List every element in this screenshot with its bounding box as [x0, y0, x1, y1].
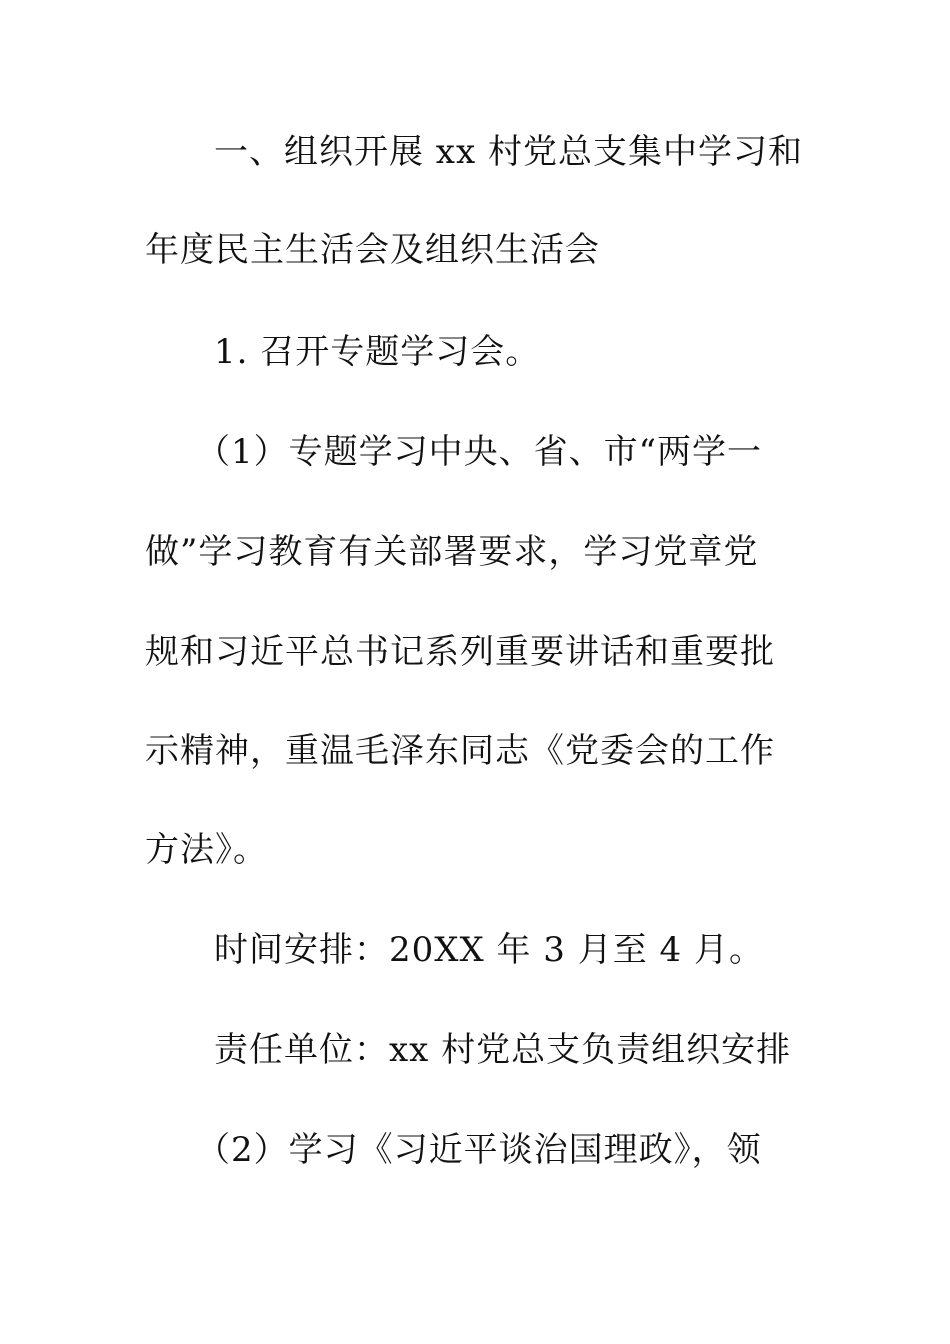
paragraph-line-3: 规和习近平总书记系列重要讲话和重要批 — [145, 632, 775, 672]
section-heading-line-1: 一、组织开展 xx 村党总支集中学习和 — [214, 132, 803, 172]
paragraph-line-5: 方法》。 — [145, 830, 268, 870]
section-heading-line-2: 年度民主生活会及组织生活会 — [145, 230, 600, 270]
subsection-heading: 1. 召开专题学习会。 — [214, 332, 541, 372]
paragraph-line-4: 示精神，重温毛泽东同志《党委会的工作 — [145, 731, 775, 771]
paragraph-line-1: （1）专题学习中央、省、市“两学一 — [196, 432, 763, 472]
responsible-unit-line: 责任单位：xx 村党总支负责组织安排 — [214, 1030, 792, 1070]
paragraph-2-line-1: （2）学习《习近平谈治国理政》，领 — [196, 1130, 762, 1170]
paragraph-line-2: 做”学习教育有关部署要求，学习党章党 — [145, 532, 759, 572]
schedule-line: 时间安排：20XX 年 3 月至 4 月。 — [214, 930, 764, 970]
